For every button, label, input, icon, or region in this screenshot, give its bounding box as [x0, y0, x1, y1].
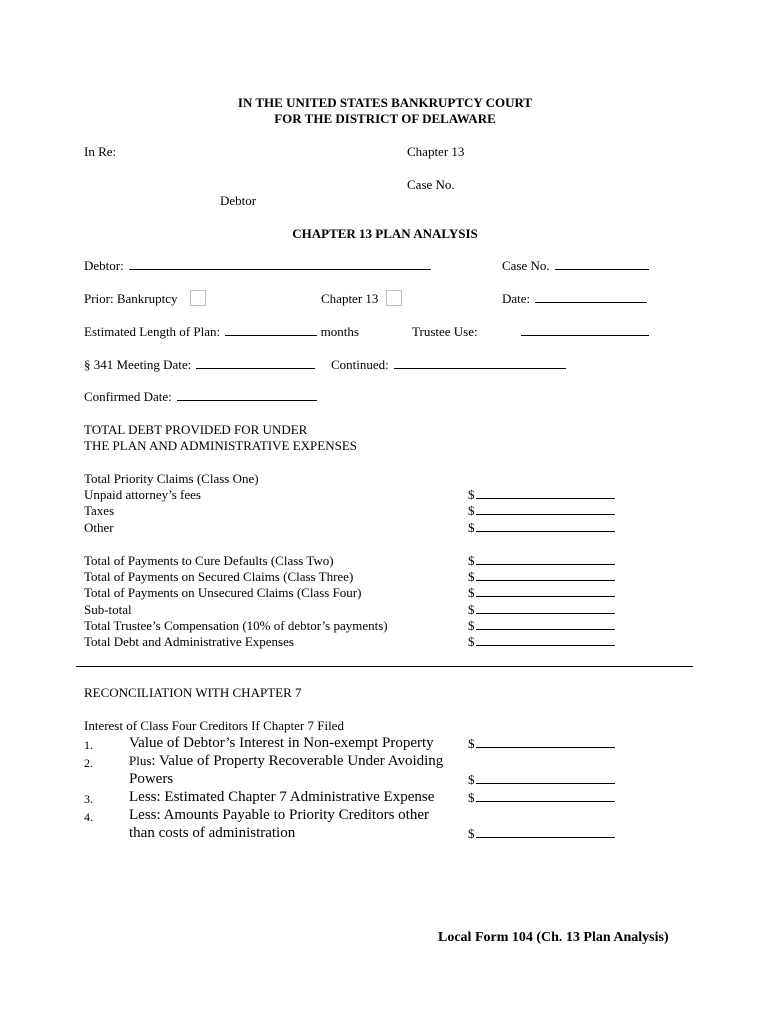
priority-item-other: Other [84, 520, 114, 535]
amount-blank[interactable] [476, 585, 615, 597]
prior-bankruptcy-label: Prior: Bankruptcy [84, 291, 178, 306]
currency-symbol: $ [468, 520, 475, 535]
debtor-field-label: Debtor: [84, 258, 124, 273]
amount-trustee-compensation [468, 618, 615, 634]
trustee-use-blank[interactable] [521, 324, 649, 336]
amount-blank[interactable] [476, 503, 615, 515]
amount-avoiding-powers [468, 772, 615, 788]
date-blank[interactable] [535, 291, 647, 303]
continued-blank[interactable] [394, 357, 566, 369]
form-title: CHAPTER 13 PLAN ANALYSIS [292, 226, 478, 241]
form-footer-label: Local Form 104 (Ch. 13 Plan Analysis) [438, 930, 669, 945]
months-label: months [320, 324, 359, 339]
total-debt-heading-line2: THE PLAN AND ADMINISTRATIVE EXPENSES [84, 438, 358, 453]
payment-item-trustee-compensation: Total Trustee’s Compensation (10% of debtor’s payments) [84, 618, 388, 633]
confirmed-date-row [84, 389, 317, 405]
currency-symbol: $ [468, 772, 475, 787]
currency-symbol: $ [468, 826, 475, 841]
amount-blank[interactable] [476, 772, 615, 784]
reconciliation-heading: RECONCILIATION WITH CHAPTER 7 [84, 685, 302, 700]
amount-subtotal [468, 602, 615, 618]
item-text-non-exempt-property: Value of Debtor’s Interest in Non-exempt Property [129, 735, 434, 751]
amount-total-debt [468, 634, 615, 650]
in-re-label: In Re: [84, 144, 117, 159]
case-no-field-row [502, 258, 649, 274]
trustee-use-row [521, 324, 649, 340]
amount-priority-creditors [468, 826, 615, 842]
currency-symbol: $ [468, 569, 475, 584]
payment-item-cure-defaults: Total of Payments to Cure Defaults (Class Two) [84, 553, 334, 568]
amount-blank[interactable] [476, 826, 615, 838]
estimated-length-label: Estimated Length of Plan: [84, 324, 221, 339]
item-text-chapter7-admin-expense: Less: Estimated Chapter 7 Administrative Expense [129, 789, 435, 805]
court-name-line1: IN THE UNITED STATES BANKRUPTCY COURT [237, 95, 533, 110]
meeting-date-blank[interactable] [196, 357, 315, 369]
currency-symbol: $ [468, 487, 475, 502]
currency-symbol: $ [468, 618, 475, 633]
court-name-line2: FOR THE DISTRICT OF DELAWARE [274, 111, 496, 126]
currency-symbol: $ [468, 553, 475, 568]
debtor-caption-label: Debtor [220, 193, 257, 208]
item-text: : Value of Property Recoverable Under Avoiding [151, 753, 444, 769]
amount-non-exempt-property [468, 736, 615, 752]
amount-other [468, 520, 615, 536]
trustee-use-label: Trustee Use: [412, 324, 478, 339]
item-text-priority-creditors-cont: than costs of administration [129, 825, 296, 841]
total-debt-heading-line1: TOTAL DEBT PROVIDED FOR UNDER [84, 422, 308, 437]
reconciliation-intro: Interest of Class Four Creditors If Chapter 7 Filed [84, 718, 344, 733]
payment-item-unsecured-claims: Total of Payments on Unsecured Claims (Class Four) [84, 585, 362, 600]
currency-symbol: $ [468, 602, 475, 617]
amount-unsecured-claims [468, 585, 615, 601]
item-text-avoiding-powers-cont: Powers [129, 771, 174, 787]
meeting-date-label: § 341 Meeting Date: [84, 357, 192, 372]
priority-claims-heading: Total Priority Claims (Class One) [84, 471, 259, 486]
amount-blank[interactable] [476, 618, 615, 630]
amount-blank[interactable] [476, 520, 615, 532]
confirmed-date-label: Confirmed Date: [84, 389, 172, 404]
priority-item-attorney-fees: Unpaid attorney’s fees [84, 487, 201, 502]
chapter-label: Chapter 13 [407, 144, 465, 159]
meeting-date-row [84, 357, 315, 373]
confirmed-date-blank[interactable] [177, 389, 317, 401]
item-number: 2. [84, 756, 93, 770]
payment-item-secured-claims: Total of Payments on Secured Claims (Class Three) [84, 569, 354, 584]
priority-item-taxes: Taxes [84, 503, 115, 518]
amount-blank[interactable] [476, 790, 615, 802]
item-number: 4. [84, 810, 93, 824]
amount-attorney-fees [468, 487, 615, 503]
payment-item-subtotal: Sub-total [84, 602, 132, 617]
continued-label: Continued: [331, 357, 389, 372]
amount-blank[interactable] [476, 602, 615, 614]
currency-symbol: $ [468, 790, 475, 805]
amount-blank[interactable] [476, 736, 615, 748]
payment-item-total-debt: Total Debt and Administrative Expenses [84, 634, 294, 649]
amount-cure-defaults [468, 553, 615, 569]
chapter-13-label: Chapter 13 [321, 291, 379, 306]
currency-symbol: $ [468, 503, 475, 518]
case-no-field-label: Case No. [502, 258, 550, 273]
item-text-priority-creditors: Less: Amounts Payable to Priority Creditors other [129, 807, 429, 823]
amount-chapter7-admin-expense [468, 790, 615, 806]
case-number-label: Case No. [407, 177, 455, 192]
currency-symbol: $ [468, 585, 475, 600]
estimated-length-blank[interactable] [225, 324, 317, 336]
debtor-field-row [84, 258, 431, 274]
prior-bankruptcy-checkbox[interactable] [190, 290, 206, 306]
currency-symbol: $ [468, 736, 475, 751]
item-number: 3. [84, 792, 93, 806]
amount-blank[interactable] [476, 487, 615, 499]
item-number: 1. [84, 738, 93, 752]
currency-symbol: $ [468, 634, 475, 649]
item-text-avoiding-powers [129, 752, 443, 770]
continued-row [331, 357, 566, 373]
date-field-label: Date: [502, 291, 531, 306]
amount-blank[interactable] [476, 569, 615, 581]
amount-blank[interactable] [476, 553, 615, 565]
debtor-name-blank[interactable] [129, 258, 431, 270]
amount-secured-claims [468, 569, 615, 585]
amount-taxes [468, 503, 615, 519]
case-no-blank[interactable] [555, 258, 649, 270]
date-field-row [502, 291, 647, 307]
chapter-13-checkbox[interactable] [386, 290, 402, 306]
estimated-length-row [84, 324, 359, 340]
amount-blank[interactable] [476, 634, 615, 646]
section-divider [76, 666, 693, 667]
item-prefix-plus: Plus [129, 753, 152, 768]
